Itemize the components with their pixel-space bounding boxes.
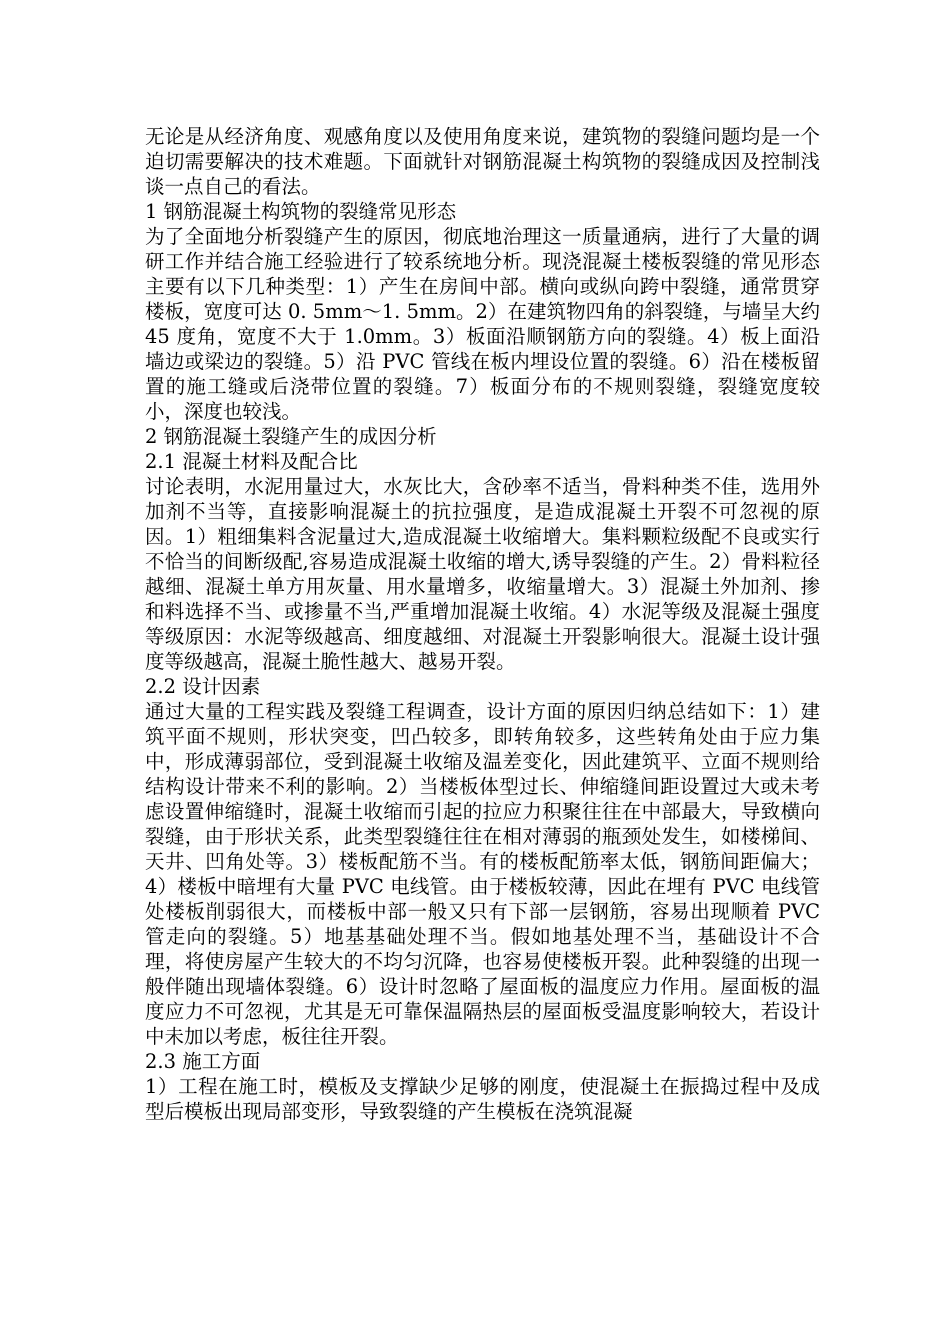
section-heading-1: 1 钢筋混凝土构筑物的裂缝常见形态 (145, 200, 457, 223)
intro-paragraph: 无论是从经济角度、观感角度以及使用角度来说，建筑物的裂缝问题均是一个迫切需要解决的技术难题。下面就针对钢筋混凝土构筑物的裂缝成因及控制浅谈一点自己的看法。 (145, 125, 820, 198)
subsection-2-1-paragraph: 讨论表明，水泥用量过大，水灰比大，含砂率不适当，骨料种类不佳，选用外加剂不当等，直接影响混凝土的抗拉强度，是造成混凝土开裂不可忽视的原因。1）粗细集料含泥量过大,造成混凝土收缩增大。集料颗粒级配不良或实行不恰当的间断级配,容易造成混凝土收缩的增大,诱导裂缝的产生。2）骨料粒径越细、混凝土单方用灰量、用水量增多，收缩量增大。3）混凝土外加剂、掺和料选择不当、或掺量不当,严重增加混凝土收缩。4）水泥等级及混凝土强度等级原因：水泥等级越高、细度越细、对混凝土开裂影响很大。混凝土设计强度等级越高，混凝土脆性越大、越易开裂。 (145, 475, 820, 673)
section-1-paragraph: 为了全面地分析裂缝产生的原因，彻底地治理这一质量通病，进行了大量的调研工作并结合施工经验进行了较系统地分析。现浇混凝土楼板裂缝的常见形态主要有以下几种类型：1）产生在房间中部。横向或纵向跨中裂缝，通常贯穿楼板，宽度可达 0. 5mm～1. 5mm。2）在建筑物四角的斜裂缝，与墙呈大约 45 度角，宽度不大于 1.0mm。3）板面沿顺钢筋方向的裂缝。4）板上面沿墙边或梁边的裂缝。5）沿 PVC 管线在板内埋设位置的裂缝。6）沿在楼板留置的施工缝或后浇带位置的裂缝。7）板面分布的不规则裂缝，裂缝宽度较小，深度也较浅。 (145, 225, 820, 423)
subsection-heading-2-1: 2.1 混凝土材料及配合比 (145, 450, 358, 473)
subsection-2-2-paragraph: 通过大量的工程实践及裂缝工程调查，设计方面的原因归纳总结如下：1）建筑平面不规则，形状突变，凹凸较多，即转角较多，这些转角处由于应力集中，形成薄弱部位，受到混凝土收缩及温差变化，因此建筑平、立面不规则给结构设计带来不利的影响。2）当楼板体型过长、伸缩缝间距设置过大或未考虑设置伸缩缝时，混凝土收缩而引起的拉应力积聚往往在中部最大，导致横向裂缝，由于形状关系，此类型裂缝往往在相对薄弱的瓶颈处发生，如楼梯间、天井、凹角处等。3）楼板配筋不当。有的楼板配筋率太低，钢筋间距偏大；4）楼板中暗埋有大量 PVC 电线管。由于楼板较薄，因此在埋有 PVC 电线管处楼板削弱很大，而楼板中部一般又只有下部一层钢筋，容易出现顺着 PVC 管走向的裂缝。5）地基基础处理不当。假如地基处理不当，基础设计不合理，将使房屋产生较大的不均匀沉降，也容易使楼板开裂。此种裂缝的出现一般伴随出现墙体裂缝。6）设计时忽略了屋面板的温度应力作用。屋面板的温度应力不可忽视，尤其是无可靠保温隔热层的屋面板受温度影响较大，若设计中未加以考虑，板往往开裂。 (145, 700, 820, 1048)
subsection-2-3-paragraph: 1）工程在施工时，模板及支撑缺少足够的刚度，使混凝土在振捣过程中及成型后模板出现局部变形，导致裂缝的产生模板在浇筑混凝 (145, 1075, 820, 1123)
subsection-heading-2-2: 2.2 设计因素 (145, 675, 261, 698)
document-body (145, 124, 820, 1124)
section-heading-2: 2 钢筋混凝土裂缝产生的成因分析 (145, 425, 437, 448)
subsection-heading-2-3: 2.3 施工方面 (145, 1050, 261, 1073)
